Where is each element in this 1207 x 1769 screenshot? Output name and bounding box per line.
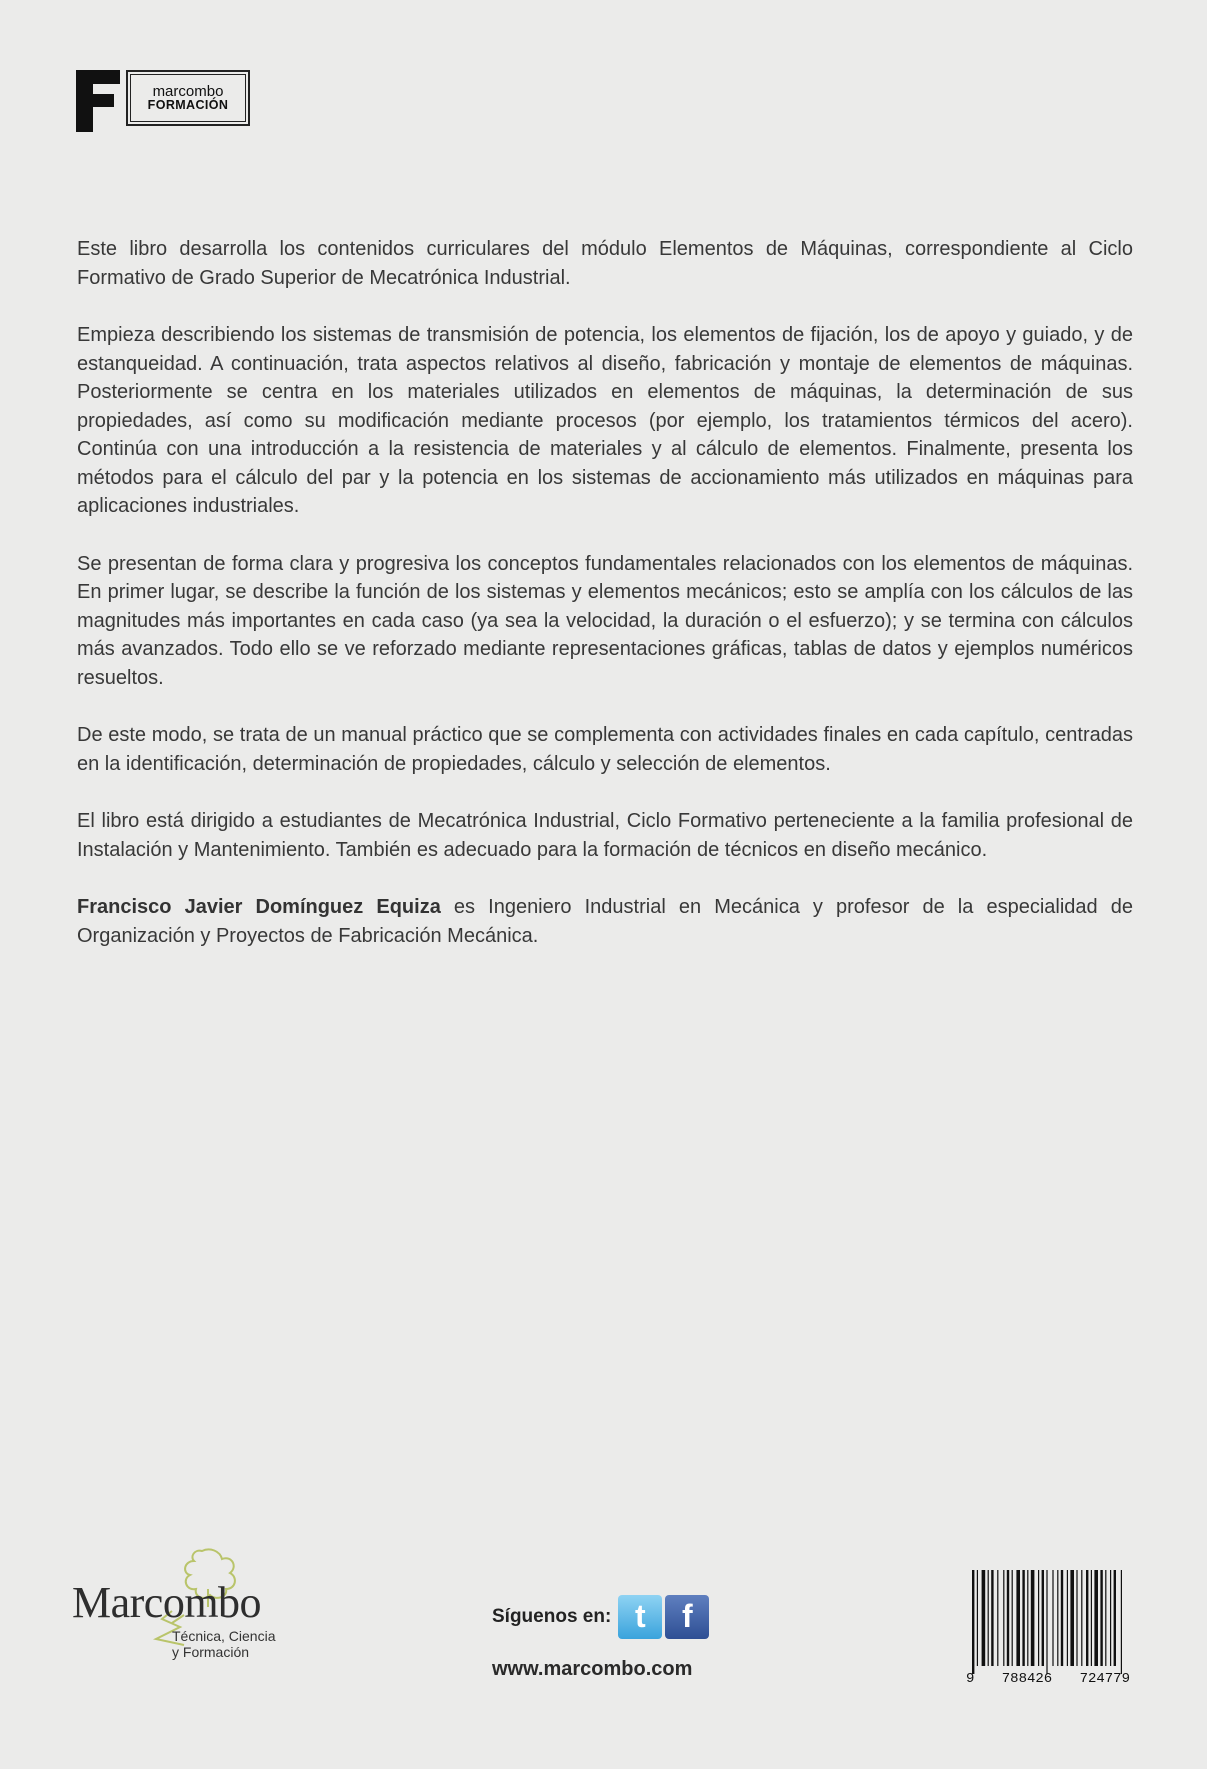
barcode-bar [1046, 1570, 1047, 1674]
publisher-wordmark: Marcombo [72, 1578, 262, 1627]
barcode-bar [1105, 1570, 1106, 1666]
marcombo-formacion-logo [76, 70, 250, 132]
barcode-bar [972, 1570, 974, 1674]
barcode-bar [1100, 1570, 1102, 1666]
barcode-bar [1016, 1570, 1020, 1666]
author-paragraph [77, 893, 1133, 950]
facebook-glyph: f [681, 1598, 693, 1634]
facebook-icon[interactable] [665, 1595, 709, 1639]
barcode-bar [1121, 1570, 1122, 1674]
tagline-line-1: Técnica, Ciencia [172, 1628, 276, 1644]
barcode-bar [991, 1570, 993, 1666]
author-name: Francisco Javier Domínguez Equiza [77, 896, 441, 918]
tagline-line-2: y Formación [172, 1644, 250, 1660]
publisher-tagline [172, 1628, 276, 1660]
paragraph-1: Este libro desarrolla los contenidos curriculares del módulo Elementos de Máquinas, correspondiente al Ciclo Formativo de Grado Superior de Mecatrónica Industrial. [77, 238, 1133, 289]
isbn-prefix: 9 [966, 1671, 975, 1687]
barcode-bar [1067, 1570, 1068, 1666]
barcode-bar [1042, 1570, 1044, 1666]
barcode-bar [1061, 1570, 1063, 1666]
barcode-bar [997, 1570, 998, 1666]
marcombo-publisher-logo [72, 1545, 292, 1660]
barcode-bar [1031, 1570, 1035, 1666]
isbn-group-2: 724779 [1079, 1671, 1130, 1687]
isbn-group-1: 788426 [1001, 1671, 1053, 1687]
barcode-bar [1070, 1570, 1074, 1666]
social-label: Síguenos en: [492, 1606, 612, 1627]
barcode-bar [1110, 1570, 1111, 1666]
paragraph-4: De este modo, se trata de un manual práctico que se complementa con actividades finales en cada capítulo, centradas en la identificación, determinación de propiedades, cálculo y selección de elementos. [77, 724, 1133, 775]
brand-box [126, 70, 250, 126]
letter-f-logo-icon [76, 70, 122, 132]
barcode-bar [1076, 1570, 1077, 1666]
barcode-bar [1081, 1570, 1082, 1666]
brand-sub: FORMACIÓN [147, 98, 229, 113]
brand-box-inner [130, 74, 246, 122]
barcode-bar [1086, 1570, 1088, 1666]
barcode-icon [968, 1570, 1128, 1678]
barcode-bar [1027, 1570, 1028, 1666]
paragraph-3: Se presentan de forma clara y progresiva los conceptos fundamentales relacionados con los elementos de máquinas. En primer lugar, se describe la función de los sistemas y elementos mecánicos; esto se amplía con los cálculos de las magnitudes más importantes en cada caso (ya sea la velocidad, la duración o el esfuerzo); y se termina con cálculos más avanzados. Todo ello se ve reforzado mediante representaciones gráficas, tablas de datos y ejemplos numéricos resueltos. [77, 552, 1133, 689]
barcode-bar [1057, 1570, 1058, 1666]
barcode-bar [1007, 1570, 1009, 1666]
paragraph-5: El libro está dirigido a estudiantes de Mecatrónica Industrial, Ciclo Formativo perteneciente a la familia profesional de Instalación y Mantenimiento. También es adecuado para la formación de técnicos en diseño mecánico. [77, 810, 1133, 861]
barcode-bar [982, 1570, 986, 1666]
twitter-glyph: t [634, 1598, 646, 1634]
barcode-bar [988, 1570, 989, 1666]
paragraph-2: Empieza describiendo los sistemas de transmisión de potencia, los elementos de fijación, los de apoyo y guiado, y de estanqueidad. A continuación, trata aspectos relativos al diseño, fabricación y montaje de elementos de máquinas. Posteriormente se centra en los materiales utilizados en elementos de máquinas, la determinación de sus propiedades, así como su modificación mediante procesos (por ejemplo, los tratamientos térmicos del acero). Continúa con una introducción a la resistencia de materiales y al cálculo de elementos. Finalmente, presenta los métodos para el cálculo del par y la potencia en los sistemas de accionamiento más utilizados en máquinas para aplicaciones industriales. [77, 324, 1133, 517]
barcode-bar [1094, 1570, 1098, 1666]
barcode-bar [977, 1570, 978, 1666]
isbn-number [966, 1671, 1130, 1687]
barcode-bar [1038, 1570, 1039, 1666]
barcode-bar [1022, 1570, 1024, 1666]
brand-name: marcombo [152, 82, 224, 100]
description-text [77, 235, 1133, 979]
barcode-bar [1114, 1570, 1116, 1666]
twitter-icon[interactable] [618, 1595, 662, 1639]
barcode-bar [1012, 1570, 1013, 1666]
social-links [492, 1595, 712, 1639]
barcode-bar [1003, 1570, 1004, 1666]
website-link[interactable]: www.marcombo.com [492, 1658, 693, 1680]
barcode-bar [1052, 1570, 1053, 1666]
author-bio: es Ingeniero Industrial en Mecánica y profesor de la especialidad de Organización y Proyectos de Fabricación Mecánica. [77, 896, 1133, 947]
barcode-bar [1091, 1570, 1092, 1666]
